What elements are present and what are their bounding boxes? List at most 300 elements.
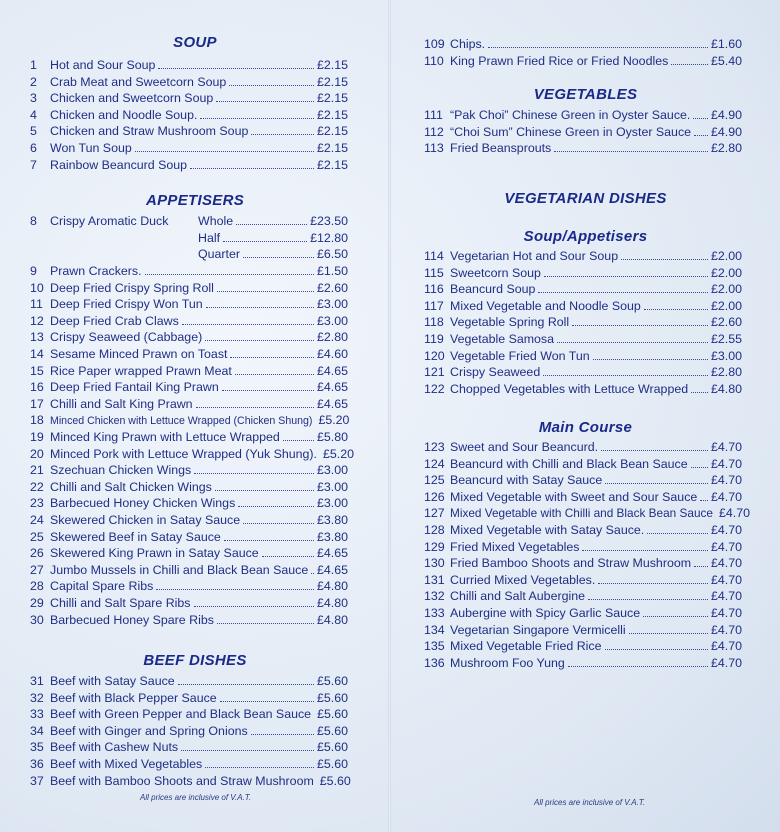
menu-item [30, 90, 348, 106]
dot-leader [544, 266, 708, 277]
menu-item [30, 107, 348, 123]
menu-item [424, 555, 742, 571]
menu-item-name: Beancurd with Chilli and Black Bean Sauce [450, 456, 688, 471]
menu-item-number: 120 [424, 348, 445, 363]
menu-item [30, 57, 348, 73]
dot-leader [598, 573, 708, 584]
menu-item-number: 32 [30, 690, 44, 705]
menu-item [424, 36, 742, 52]
menu-item-name: Aubergine with Spicy Garlic Sauce [450, 606, 641, 620]
menu-item-price: £5.60 [316, 723, 348, 738]
menu-item-number: 37 [30, 773, 44, 788]
duck-size-option [198, 230, 348, 246]
menu-item-price: £4.65 [316, 380, 348, 395]
menu-item-number: 119 [424, 332, 444, 346]
menu-item-price: £4.70 [710, 572, 742, 587]
menu-item-name: Deep Fried Fantail King Prawn [50, 380, 219, 395]
portion-size: Quarter [198, 247, 241, 262]
dot-leader [644, 299, 708, 310]
dot-leader [601, 440, 708, 451]
menu-item-name: Minced Pork with Lettuce Wrapped (Yuk Shung). [50, 446, 317, 461]
menu-item-number: 124 [424, 456, 445, 471]
menu-item-name: Rainbow Beancurd Soup [50, 157, 188, 172]
menu-item-number: 5 [30, 124, 37, 139]
menu-item-price: £4.70 [710, 655, 742, 670]
menu-item-number: 130 [424, 556, 445, 571]
menu-item-number: 27 [30, 562, 44, 577]
menu-item-price: £4.70 [710, 622, 742, 637]
menu-item [424, 472, 742, 488]
menu-item-name: Deep Fried Crab Claws [50, 313, 179, 328]
menu-item-number: 17 [30, 396, 44, 411]
menu-item [30, 673, 348, 689]
menu-item [424, 124, 742, 140]
dot-leader [568, 656, 708, 667]
menu-item-name: Beef with Ginger and Spring Onions [50, 723, 248, 738]
menu-item-price: £5.20 [318, 413, 350, 428]
menu-item-number: 117 [424, 298, 444, 313]
dot-leader [693, 108, 708, 119]
dot-leader [229, 75, 314, 86]
menu-item [30, 545, 348, 561]
menu-item-price: £4.65 [316, 562, 348, 577]
menu-item-number: 133 [424, 606, 445, 620]
menu-item-number: 22 [30, 479, 44, 494]
menu-item-name: Vegetable Spring Roll [450, 315, 570, 330]
menu-item-price: £4.70 [710, 456, 742, 471]
dot-leader [224, 530, 314, 541]
menu-item [424, 381, 742, 397]
menu-item [30, 363, 348, 379]
dot-leader [216, 91, 314, 102]
dot-leader [181, 740, 314, 751]
menu-item-price: £4.70 [710, 556, 742, 571]
menu-item [30, 140, 348, 156]
menu-item-price: £2.60 [710, 315, 742, 330]
vat-footnote: All prices are inclusive of V.A.T. [534, 798, 646, 807]
menu-item [424, 456, 742, 472]
dot-leader [200, 108, 314, 119]
duck-size-option [198, 213, 348, 229]
dot-leader [215, 480, 314, 491]
menu-item-name: Beef with Bamboo Shoots and Straw Mushroom [50, 773, 314, 788]
menu-item-number: 34 [30, 723, 44, 738]
menu-item-number: 35 [30, 740, 44, 755]
dot-leader [135, 141, 314, 152]
menu-item-number: 13 [30, 330, 44, 345]
menu-item-name: Beef with Satay Sauce [50, 674, 175, 688]
menu-item-name: Mixed Vegetable with Chilli and Black Bean Sauce [450, 506, 713, 521]
menu-item [30, 690, 348, 706]
menu-item [30, 412, 348, 428]
menu-item-name: Mixed Vegetable and Noodle Soup [450, 298, 641, 313]
dot-leader [629, 623, 708, 634]
duck-size-option [198, 246, 348, 262]
portion-size: Whole [198, 214, 234, 228]
menu-item-name: Sesame Minced Prawn on Toast [50, 347, 228, 361]
dot-leader [621, 249, 708, 260]
dot-leader [647, 523, 708, 534]
menu-item-name: Beef with Cashew Nuts [50, 740, 179, 755]
menu-item-number: 122 [424, 381, 445, 396]
menu-item-name: Mixed Vegetable Fried Rice [450, 639, 602, 654]
menu-item-name: Rice Paper wrapped Prawn Meat [50, 363, 232, 378]
menu-item-price: £2.80 [710, 365, 742, 380]
menu-item-price: £4.60 [316, 347, 348, 361]
dot-leader [251, 724, 314, 735]
dot-leader [554, 141, 708, 152]
menu-item-number: 28 [30, 579, 44, 594]
menu-item-price: £4.70 [710, 539, 742, 554]
menu-item-number: 113 [424, 141, 444, 156]
menu-item [30, 123, 348, 139]
menu-item-price: £6.50 [316, 247, 348, 262]
menu-item-number: 29 [30, 596, 44, 610]
menu-item-number: 129 [424, 539, 445, 554]
dot-leader [220, 691, 314, 702]
menu-item [30, 739, 348, 755]
menu-item-name: Skewered King Prawn in Satay Sauce [50, 546, 259, 561]
menu-item-name: “Pak Choi” Chinese Green in Oyster Sauce. [450, 108, 691, 122]
menu-item-price: £2.00 [710, 298, 742, 313]
menu-item-number: 6 [30, 141, 37, 155]
menu-item-price: £2.00 [710, 282, 742, 297]
menu-item [30, 296, 348, 312]
menu-item-name: Won Tun Soup [50, 141, 132, 155]
menu-right-panel [391, 0, 780, 832]
vat-footnote: All prices are inclusive of V.A.T. [140, 793, 252, 802]
dot-leader [206, 297, 314, 308]
menu-item-name: Barbecued Honey Chicken Wings [50, 496, 236, 511]
menu-item [424, 248, 742, 264]
dot-leader [605, 473, 708, 484]
dot-leader [194, 463, 314, 474]
menu-item [30, 495, 348, 511]
menu-item [30, 529, 348, 545]
menu-item-number: 7 [30, 157, 37, 172]
menu-item-price: £2.15 [316, 58, 348, 72]
menu-item [30, 773, 351, 789]
menu-item-name: Vegetarian Hot and Sour Soup [450, 249, 619, 263]
menu-item [30, 74, 348, 90]
menu-item-price: £4.70 [710, 440, 742, 454]
menu-item [30, 329, 348, 345]
menu-item [30, 612, 348, 628]
menu-item [424, 638, 742, 654]
menu-item-price: £4.70 [710, 473, 742, 488]
vegetarian-dishes-heading: VEGETARIAN DISHES [504, 190, 667, 207]
menu-item-price: £2.15 [316, 157, 348, 172]
dot-leader [230, 347, 314, 358]
menu-item-number: 134 [424, 622, 445, 637]
menu-item-name: Chopped Vegetables with Lettuce Wrapped [450, 381, 689, 396]
dot-leader [238, 496, 314, 507]
menu-item-price: £2.55 [710, 332, 742, 346]
dot-leader [538, 282, 708, 293]
menu-item [424, 265, 742, 281]
menu-item [424, 505, 750, 521]
menu-item-number: 12 [30, 313, 44, 328]
dot-leader [205, 330, 314, 341]
menu-item-price: £3.00 [710, 348, 742, 363]
dot-leader [582, 540, 708, 551]
menu-item-name: Crispy Seaweed (Cabbage) [50, 330, 203, 345]
dot-leader [145, 264, 314, 275]
menu-item-number: 18 [30, 413, 44, 428]
menu-item-number: 1 [30, 58, 37, 72]
menu-item [30, 756, 348, 772]
menu-item-number: 125 [424, 473, 445, 488]
menu-item-name: Prawn Crackers. [50, 264, 142, 278]
menu-item-name: Chilli and Salt King Prawn [50, 396, 193, 411]
menu-item-name: Fried Mixed Vegetables [450, 539, 580, 554]
menu-item [30, 562, 348, 578]
menu-item-number: 112 [424, 124, 444, 139]
menu-item-number: 21 [30, 463, 44, 478]
menu-item-number: 14 [30, 347, 44, 361]
menu-item-number: 20 [30, 446, 44, 461]
menu-item-price: £3.00 [316, 479, 348, 494]
dot-leader [190, 158, 314, 169]
menu-item-name: Deep Fried Crispy Won Tun [50, 297, 203, 312]
menu-item-number: 115 [424, 265, 444, 280]
menu-item [30, 313, 348, 329]
menu-item-name: Beef with Green Pepper and Black Bean Sauce [50, 707, 312, 722]
menu-item-number: 126 [424, 489, 445, 504]
menu-item-price: £2.00 [710, 249, 742, 263]
menu-item [30, 595, 348, 611]
menu-item-number: 128 [424, 523, 445, 537]
menu-item-name: Minced King Prawn with Lettuce Wrapped [50, 430, 280, 444]
main-course-heading: Main Course [538, 419, 633, 436]
menu-item [424, 107, 742, 123]
menu-item [424, 314, 742, 330]
menu-item [30, 280, 348, 296]
menu-item-price: £1.60 [710, 37, 742, 51]
menu-item-name: Minced Chicken with Lettuce Wrapped (Chicken Shung) [50, 415, 313, 428]
menu-item-name: Beef with Mixed Vegetables [50, 757, 203, 771]
dot-leader [235, 364, 314, 375]
dot-leader [694, 556, 708, 567]
menu-item-name: Chicken and Sweetcorn Soup [50, 91, 214, 106]
menu-item [30, 723, 348, 739]
menu-item-name: Crab Meat and Sweetcorn Soup [50, 74, 227, 89]
dot-leader [158, 58, 314, 69]
menu-item-number: 2 [30, 74, 37, 89]
menu-item [30, 578, 348, 594]
dot-leader [572, 315, 708, 326]
menu-item [30, 157, 348, 173]
menu-item [30, 429, 348, 445]
dot-leader [283, 430, 314, 441]
menu-item-number: 110 [424, 53, 444, 68]
menu-item-price: £2.15 [316, 74, 348, 89]
menu-item-number: 136 [424, 655, 445, 670]
dot-leader [694, 125, 708, 136]
dot-leader [311, 563, 314, 574]
dot-leader [156, 579, 314, 590]
menu-item [424, 655, 742, 671]
menu-item-price: £5.40 [710, 53, 742, 68]
dot-leader [223, 231, 307, 242]
menu-item-name: Jumbo Mussels in Chilli and Black Bean Sauce [50, 562, 309, 577]
menu-item-price: £4.65 [316, 396, 348, 411]
menu-item [424, 140, 742, 156]
menu-item-number: 10 [30, 280, 44, 295]
menu-item-price: £4.65 [316, 546, 348, 561]
dot-leader [243, 247, 314, 258]
menu-item-price: £2.80 [316, 330, 348, 345]
menu-item [424, 522, 742, 538]
menu-item-name: Skewered Beef in Satay Sauce [50, 529, 221, 544]
menu-item [30, 396, 348, 412]
menu-item [424, 572, 742, 588]
dot-leader [691, 457, 708, 468]
menu-item-price: £4.70 [710, 589, 742, 604]
menu-item-price: £3.80 [316, 529, 348, 544]
dot-leader [217, 613, 314, 624]
dot-leader [194, 596, 314, 607]
menu-item-price: £5.60 [316, 740, 348, 755]
menu-item [424, 53, 742, 69]
menu-item [424, 298, 742, 314]
dot-leader [222, 380, 314, 391]
menu-item-price: £2.15 [316, 124, 348, 139]
menu-item-number: 111 [424, 108, 443, 122]
menu-item-price: £5.60 [316, 674, 348, 688]
menu-item [424, 622, 742, 638]
dot-leader [605, 639, 708, 650]
menu-item-name: Mixed Vegetable with Sweet and Sour Sauce [450, 489, 698, 504]
menu-item-price: £4.80 [316, 612, 348, 627]
menu-item-number: 9 [30, 264, 37, 278]
soup-heading: SOUP [173, 34, 217, 51]
dot-leader [178, 674, 314, 685]
menu-item-name: Skewered Chicken in Satay Sauce [50, 513, 241, 527]
menu-item [424, 489, 742, 505]
menu-item-number: 114 [424, 249, 444, 263]
dot-leader [700, 490, 708, 501]
menu-item-price: £1.50 [316, 264, 348, 278]
appetisers-heading: APPETISERS [145, 192, 245, 209]
menu-item-price: £3.00 [316, 463, 348, 478]
menu-item-price: £12.80 [310, 230, 348, 245]
menu-item-price: £4.65 [316, 363, 348, 378]
menu-item-price: £5.60 [319, 773, 351, 788]
menu-item-price: £2.15 [316, 107, 348, 122]
menu-item-price: £3.00 [316, 297, 348, 312]
portion-size: Half [198, 230, 221, 245]
menu-item-name: Chilli and Salt Aubergine [450, 589, 586, 604]
dot-leader [543, 365, 708, 376]
menu-item-price: £5.20 [323, 446, 355, 461]
dot-leader [691, 382, 708, 393]
dot-leader [262, 546, 314, 557]
menu-item-number: 23 [30, 496, 44, 511]
menu-item [30, 512, 348, 528]
menu-item-number: 11 [30, 297, 43, 312]
menu-item-price: £5.80 [316, 430, 348, 444]
dot-leader [593, 349, 708, 360]
menu-item-number: 132 [424, 589, 445, 604]
menu-item-name: Beef with Black Pepper Sauce [50, 690, 217, 705]
menu-item-number: 16 [30, 380, 44, 395]
dot-leader [196, 397, 314, 408]
menu-item [424, 348, 742, 364]
menu-item-name: Vegetable Fried Won Tun [450, 348, 590, 363]
menu-item-price: £3.00 [316, 313, 348, 328]
menu-item [424, 605, 742, 621]
menu-item-number: 15 [30, 363, 44, 378]
dot-leader [588, 589, 708, 600]
menu-item-price: £4.90 [710, 108, 742, 122]
menu-item-number: 26 [30, 546, 44, 561]
menu-item-number: 33 [30, 707, 44, 722]
menu-item [424, 439, 742, 455]
menu-item-name: Fried Beansprouts [450, 141, 552, 156]
menu-item-price: £3.00 [316, 496, 348, 511]
menu-item-name: Vegetarian Singapore Vermicelli [450, 622, 626, 637]
menu-item-name: Beancurd with Satay Sauce [450, 473, 603, 488]
menu-item-name: Fried Bamboo Shoots and Straw Mushroom [450, 556, 692, 571]
menu-item-price: £4.90 [710, 124, 742, 139]
dot-leader [643, 606, 708, 617]
dot-leader [671, 54, 708, 65]
menu-item-name: “Choi Sum” Chinese Green in Oyster Sauce [450, 124, 692, 139]
menu-item-name: Chicken and Straw Mushroom Soup [50, 124, 249, 139]
menu-item-number: 131 [424, 572, 445, 587]
menu-item-number: 109 [424, 37, 445, 51]
menu-item-name: Chips. [450, 37, 486, 51]
menu-item-number: 31 [30, 674, 44, 688]
menu-item-number: 118 [424, 315, 444, 330]
menu-item-price: £2.15 [316, 141, 348, 155]
menu-item-name: Chicken and Noodle Soup. [50, 107, 198, 122]
menu-item-number: 116 [424, 282, 444, 297]
menu-item [30, 462, 348, 478]
menu-item-name: Crispy Aromatic Duck [50, 214, 169, 228]
menu-item-number: 25 [30, 529, 44, 544]
vegetables-heading: VEGETABLES [533, 86, 638, 103]
menu-item-number: 19 [30, 430, 44, 444]
menu-item-number: 30 [30, 612, 44, 627]
menu-item-name: Crispy Seaweed [450, 365, 541, 380]
menu-item-name: Szechuan Chicken Wings [50, 463, 192, 478]
menu-item-price: £5.60 [316, 690, 348, 705]
menu-item-price: £2.60 [316, 280, 348, 295]
menu-item-price: £2.15 [316, 91, 348, 106]
menu-item-price: £4.80 [710, 381, 742, 396]
menu-item-price: £4.80 [316, 579, 348, 594]
dot-leader [182, 314, 314, 325]
menu-item-name: Sweetcorn Soup [450, 265, 541, 280]
menu-item-number: 4 [30, 107, 37, 122]
menu-item [30, 706, 348, 722]
menu-item-number: 3 [30, 91, 37, 106]
menu-item [424, 331, 742, 347]
menu-item-price: £3.80 [316, 513, 348, 527]
menu-item [30, 446, 355, 462]
menu-item-name: Hot and Sour Soup [50, 58, 156, 72]
menu-item-name: Deep Fried Crispy Spring Roll [50, 280, 214, 295]
menu-item [424, 539, 742, 555]
menu-item-number: 135 [424, 639, 445, 654]
menu-item [30, 346, 348, 362]
menu-item-number: 127 [424, 506, 445, 521]
menu-item-price: £4.70 [710, 639, 742, 654]
menu-item-name: Capital Spare Ribs [50, 579, 154, 594]
menu-item-price: £4.80 [316, 596, 348, 610]
